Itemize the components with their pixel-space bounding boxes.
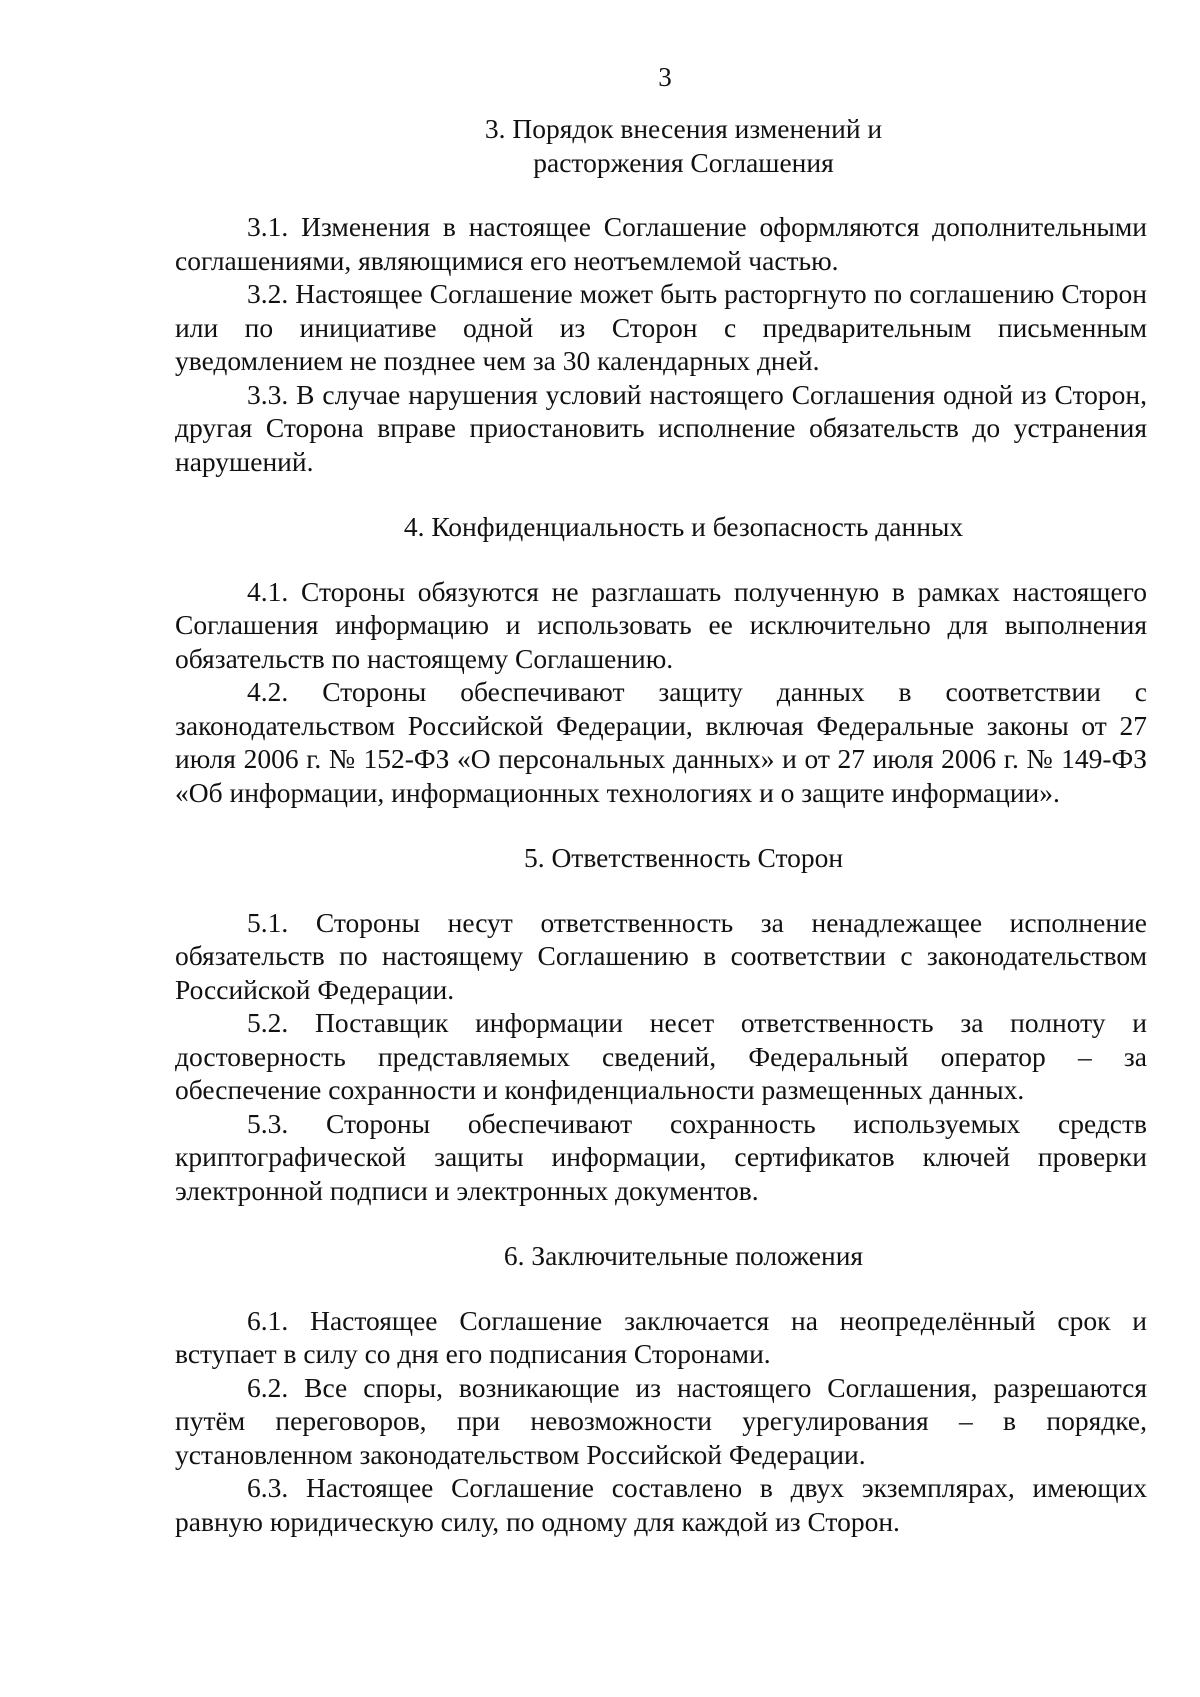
section-heading	[175, 1239, 1147, 1273]
paragraph-3-2: 3.2. Настоящее Соглашение может быть расторгнуто по соглашению Сторон или по инициативе одной из Сторон с предварительным письменным уведомлением не позднее чем за 30 календарных дней.	[175, 278, 1147, 376]
section-heading	[175, 841, 1147, 875]
section-4	[175, 510, 1147, 809]
paragraph-6-2: 6.2. Все споры, возникающие из настоящего Соглашения, разрешаются путём переговоров, при невозможности урегулирования – в порядке, установленном законодательством Российской Федерации.	[175, 1371, 1147, 1470]
paragraph-4-1: 4.1. Стороны обязуются не разглашать полученную в рамках настоящего Соглашения информацию и использовать ее исключительно для выполнения обязательств по настоящему Соглашению.	[175, 575, 1147, 674]
paragraph-4-2: 4.2. Стороны обеспечивают защиту данных в соответствии с законодательством Российской Федерации, включая Федеральные законы от 27 июля 2006 г. № 152-ФЗ «О персональных данных» и от 27 июля 2006 г. № 149-ФЗ «Об информации, информационных технологиях и о защите информации».	[175, 676, 1147, 808]
section-heading-line: 4. Конфиденциальность и безопасность данных	[403, 511, 964, 542]
section-3	[175, 112, 1147, 478]
section-heading-line: расторжения Соглашения	[533, 146, 834, 178]
paragraph-3-1: 3.1. Изменения в настоящее Соглашение оформляются дополнительными соглашениями, являющимися его неотъемлемой частью.	[175, 211, 1147, 276]
paragraph-3-3: 3.3. В случае нарушения условий настоящего Соглашения одной из Сторон, другая Сторона вправе приостановить исполнение обязательств до устранения нарушений.	[175, 378, 1147, 477]
section-heading-line: 3. Порядок внесения изменений и	[484, 113, 883, 144]
paragraph-5-2: 5.2. Поставщик информации несет ответственность за полноту и достоверность представляемых сведений, Федеральный оператор – за обеспечение сохранности и конфиденциальности размещенных данных.	[175, 1007, 1147, 1105]
section-5	[175, 841, 1147, 1207]
section-heading	[175, 510, 1147, 544]
paragraph-5-1: 5.1. Стороны несут ответственность за ненадлежащее исполнение обязательств по настоящему Соглашению в соответствии с законодательством Российской Федерации.	[175, 906, 1147, 1005]
section-heading-line: 6. Заключительные положения	[503, 1240, 864, 1271]
paragraph-6-1: 6.1. Настоящее Соглашение заключается на неопределённый срок и вступает в силу со дня его подписания Сторонами.	[175, 1304, 1147, 1369]
page-number: 3	[658, 62, 672, 92]
section-heading-line: 5. Ответственность Сторон	[523, 842, 844, 873]
section-heading	[175, 112, 1147, 179]
paragraph-5-3: 5.3. Стороны обеспечивают сохранность используемых средств криптографической защиты информации, сертификатов ключей проверки электронной подписи и электронных документов.	[175, 1107, 1147, 1206]
document-body	[175, 112, 1147, 1538]
section-6	[175, 1239, 1147, 1538]
paragraph-6-3: 6.3. Настоящее Соглашение составлено в двух экземплярах, имеющих равную юридическую силу, по одному для каждой из Сторон.	[175, 1472, 1147, 1537]
